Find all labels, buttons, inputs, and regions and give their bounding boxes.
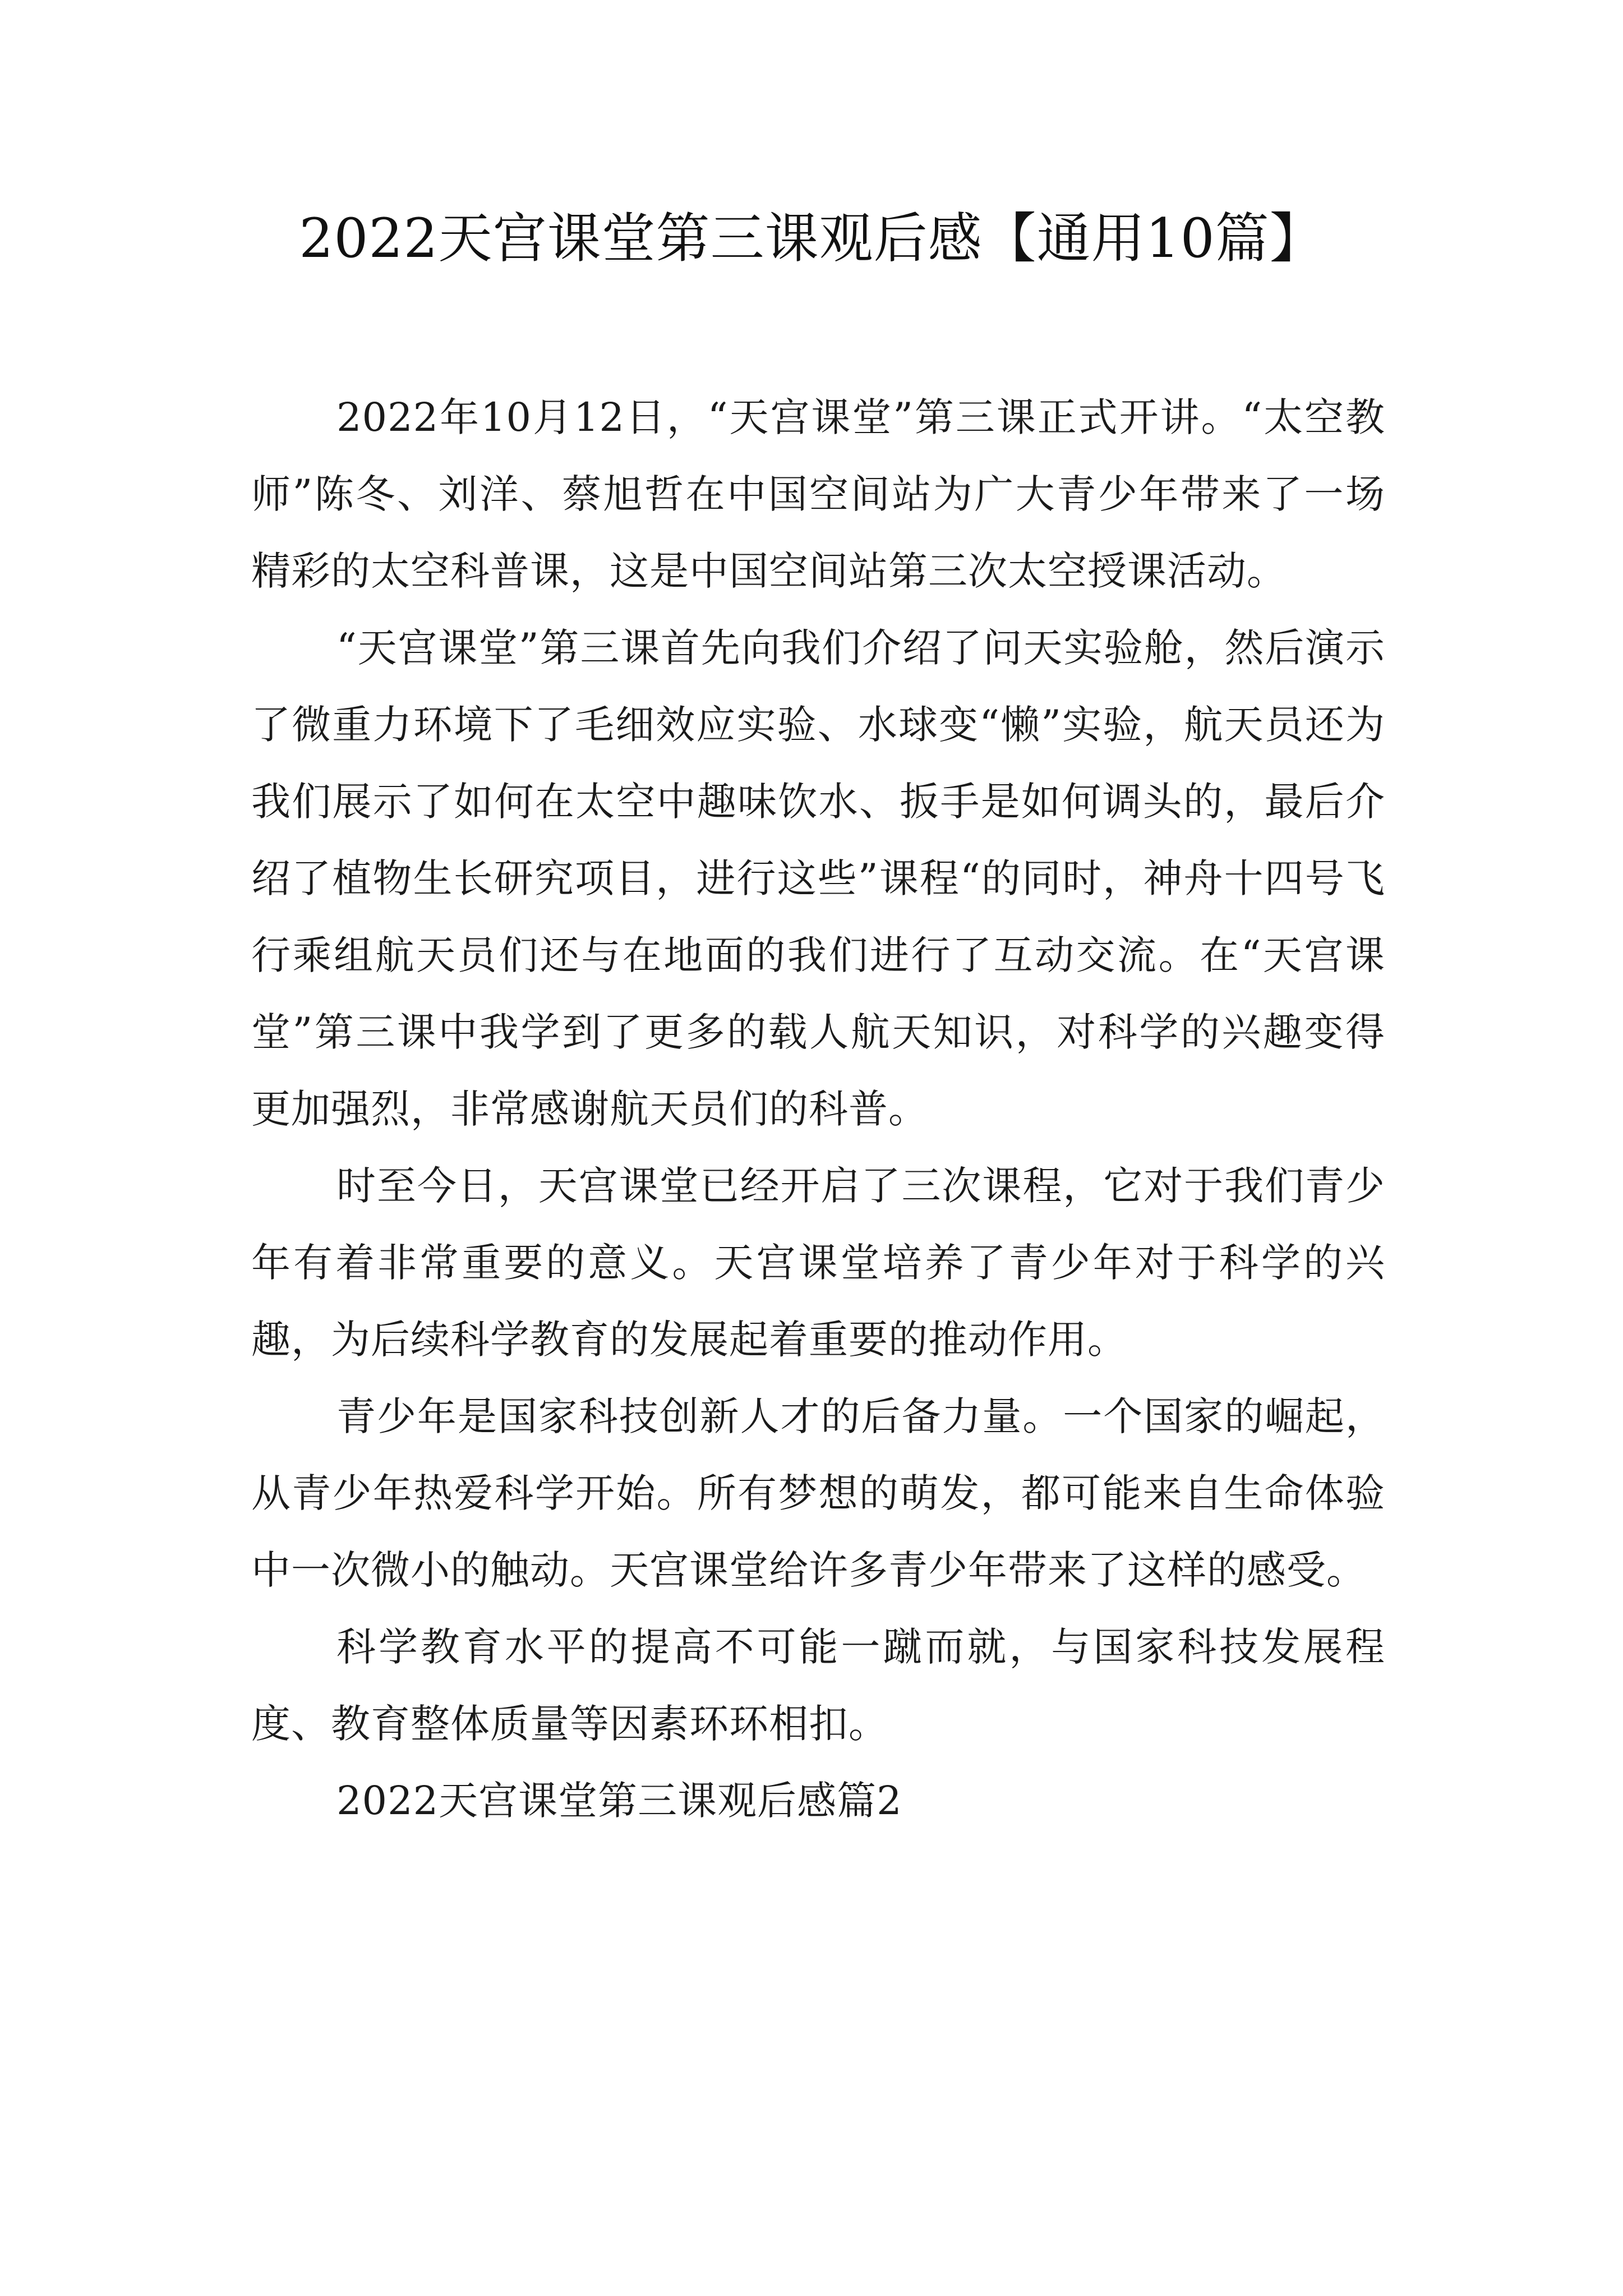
- section-heading-2: 2022天宫课堂第三课观后感篇2: [336, 1778, 902, 1824]
- document-title: 2022天宫课堂第三课观后感【通用10篇】: [299, 207, 1324, 270]
- paragraph-1: 2022年10月12日，“天宫课堂”第三课正式开讲。“太空教师”陈冬、刘洋、蔡旭哲在中国空间站为广大青少年带来了一场精彩的太空科普课，这是中国空间站第三次太空授课活动。: [251, 394, 1385, 594]
- paragraph-4: 青少年是国家科技创新人才的后备力量。一个国家的崛起，从青少年热爱科学开始。所有梦想的萌发，都可能来自生命体验中一次微小的触动。天宫课堂给许多青少年带来了这样的感受。: [251, 1393, 1385, 1593]
- paragraph-5: 科学教育水平的提高不可能一蹴而就，与国家科技发展程度、教育整体质量等因素环环相扣。: [251, 1624, 1385, 1747]
- paragraph-2: “天宫课堂”第三课首先向我们介绍了问天实验舱，然后演示了微重力环境下了毛细效应实验、水球变“懒”实验，航天员还为我们展示了如何在太空中趣味饮水、扳手是如何调头的，最后介绍了植物生长研究项目，进行这些”课程“的同时，神舟十四号飞行乘组航天员们还与在地面的我们进行了互动交流。在“天宫课堂”第三课中我学到了更多的载人航天知识，对科学的兴趣变得更加强烈，非常感谢航天员们的科普。: [251, 625, 1385, 1132]
- document-body: [251, 379, 1385, 1839]
- paragraph-3: 时至今日，天宫课堂已经开启了三次课程，它对于我们青少年有着非常重要的意义。天宫课堂培养了青少年对于科学的兴趣，为后续科学教育的发展起着重要的推动作用。: [251, 1163, 1385, 1363]
